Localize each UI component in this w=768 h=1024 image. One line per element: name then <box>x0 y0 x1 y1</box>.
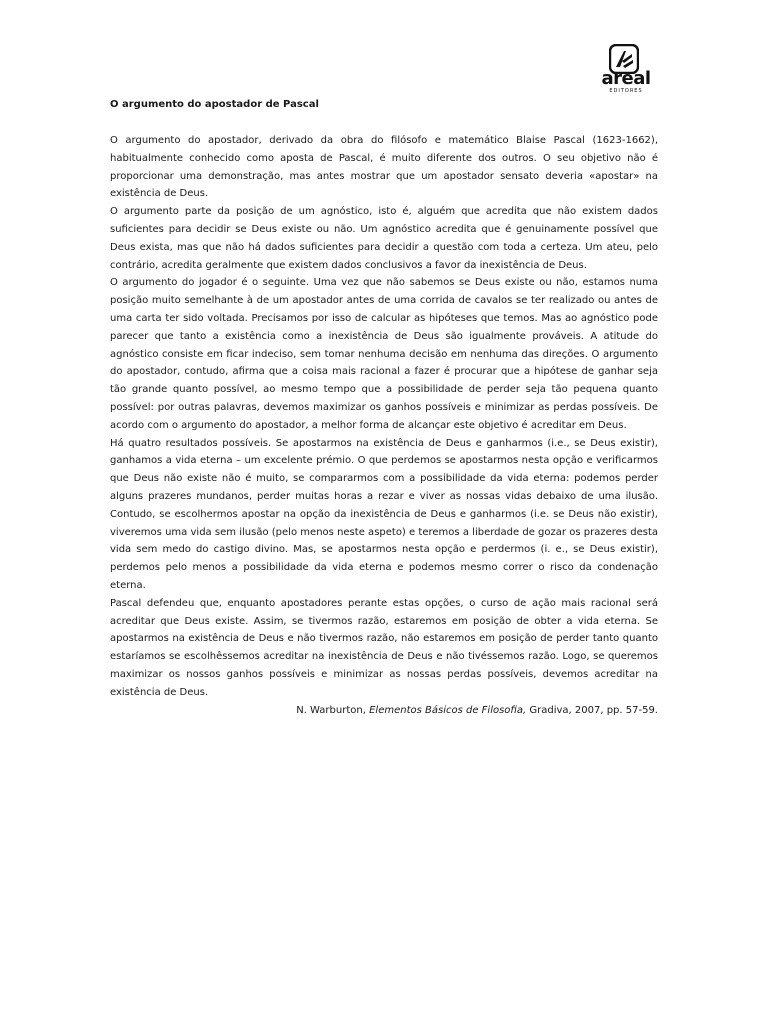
logo-subtitle: EDITORES <box>609 88 643 94</box>
citation <box>110 702 658 720</box>
article-content <box>110 98 658 719</box>
paragraph: O argumento do jogador é o seguinte. Uma vez que não sabemos se Deus existe ou não, estamos numa posição muito semelhante à de um apostador antes de uma corrida de cavalos se ter realizado ou antes de uma carta ter sido voltada. Precisamos por isso de calcular as hipóteses que temos. Mas ao agnóstico pode parecer que tanto a existência como a inexistência de Deus são igualmente prováveis. A atitude do agnóstico consiste em ficar indeciso, sem tomar nenhuma decisão em nenhuma das direções. O argumento do apostador, contudo, afirma que a coisa mais racional a fazer é procurar que a hipótese de ganhar seja tão grande quanto possível, ao mesmo tempo que a possibilidade de perder seja tão pequena quanto possível: por outras palavras, devemos maximizar os ganhos possíveis e minimizar as perdas possíveis. De acordo com o argumento do apostador, a melhor forma de alcançar este objetivo é acreditar em Deus. <box>110 277 658 431</box>
paragraph: Há quatro resultados possíveis. Se apostarmos na existência de Deus e ganharmos (i.e., se Deus existir), ganhamos a vida eterna – um excelente prémio. O que perdemos se apostarmos nesta opção e verificarmos que Deus não existe não é muito, se compararmos com a possibilidade da vida eterna: podemos perder alguns prazeres mundanos, perder muitas horas a rezar e viver as nossas vidas debaixo de uma ilusão. Contudo, se escolhermos apostar na opção da inexistência de Deus e ganharmos (i.e. se Deus não existir), viveremos uma vida sem ilusão (pelo menos neste aspeto) e teremos a liberdade de gozar os prazeres desta vida sem medo do castigo divino. Mas, se apostarmos nesta opção e perdermos (i. e., se Deus existir), perdemos pelo menos a possibilidade da vida eterna e podemos mesmo correr o risco da condenação eterna. <box>110 437 658 591</box>
paragraph: O argumento parte da posição de um agnóstico, isto é, alguém que acredita que não existem dados suficientes para decidir se Deus existe ou não. Um agnóstico acredita que é genuinamente possível que Deus exista, mas que não há dados suficientes para decidir a questão com toda a certeza. Um ateu, pelo contrário, acredita geralmente que existem dados conclusivos a favor da inexistência de Deus. <box>110 206 658 271</box>
citation-author: N. Warburton, <box>296 704 366 716</box>
citation-details: Gradiva, 2007, pp. 57-59. <box>529 704 658 716</box>
publisher-logo <box>594 42 658 98</box>
logo-wordmark: areal <box>601 68 651 89</box>
citation-book-title: Elementos Básicos de Filosofia, <box>369 704 527 716</box>
paragraph: Pascal defendeu que, enquanto apostadores perante estas opções, o curso de ação mais racional será acreditar que Deus existe. Assim, se tivermos razão, estaremos em posição de obter a vida eterna. Se apostarmos na existência de Deus e não tivermos razão, não estaremos em posição de perder tanto quanto estaríamos se escolhêssemos acreditar na inexistência de Deus e não tivéssemos razão. Logo, se queremos maximizar os nossos ganhos possíveis e minimizar as nossas perdas possíveis, devemos acreditar na existência de Deus. <box>110 597 658 698</box>
paragraph: O argumento do apostador, derivado da obra do filósofo e matemático Blaise Pascal (1623-1662), habitualmente conhecido como aposta de Pascal, é muito diferente dos outros. O seu objetivo não é proporcionar uma demonstração, mas antes mostrar que um apostador sensato deveria «apostar» na existência de Deus. <box>110 135 658 200</box>
article-title: O argumento do apostador de Pascal <box>110 99 319 110</box>
